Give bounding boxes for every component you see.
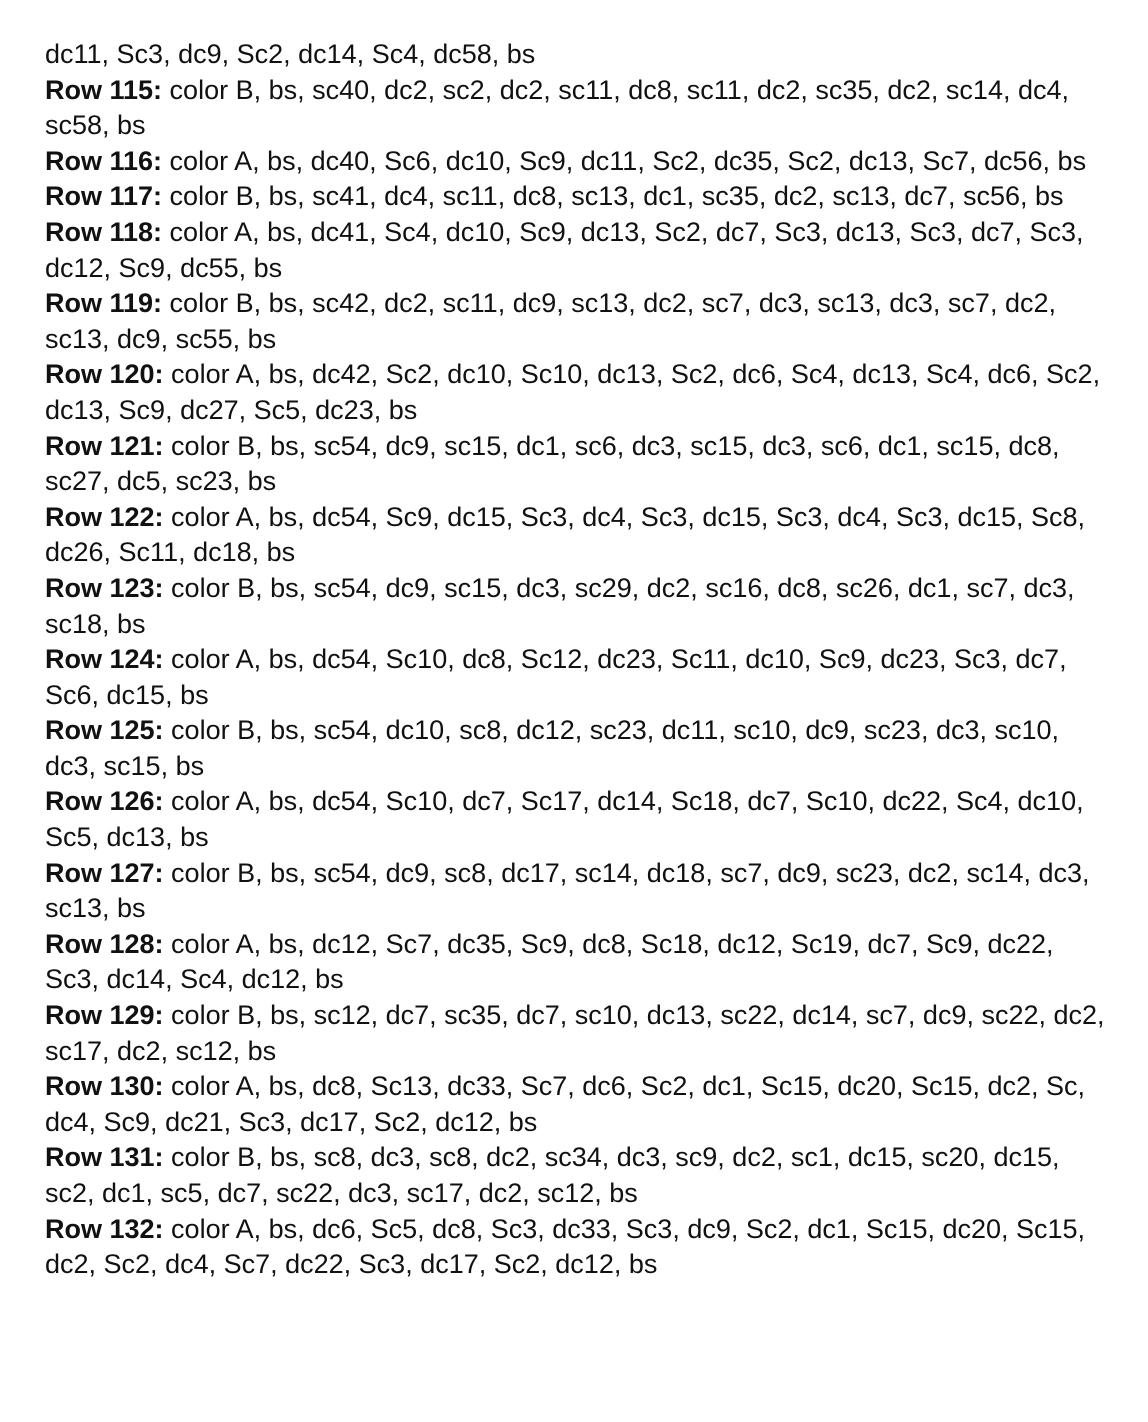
row-instructions: color A, bs, dc8, Sc13, dc33, Sc7, dc6, Sc2, dc1, Sc15, dc20, Sc15, dc2, Sc, dc4, Sc9, dc21, Sc3, dc17, Sc2, dc12, bs xyxy=(45,1071,1086,1137)
row-label: Row 121: xyxy=(45,430,164,461)
pattern-row-131 xyxy=(45,1140,1115,1211)
row-label: Row 119: xyxy=(45,288,163,319)
row-label: Row 116: xyxy=(45,145,163,176)
pattern-row-120 xyxy=(45,357,1115,428)
row-label: Row 118: xyxy=(45,216,163,247)
pattern-row-117 xyxy=(45,179,1115,215)
row-instructions: color A, bs, dc54, Sc9, dc15, Sc3, dc4, Sc3, dc15, Sc3, dc4, Sc3, dc15, Sc8, dc26, Sc11, dc18, bs xyxy=(45,501,1086,568)
row-label: Row 125: xyxy=(45,715,164,746)
row-label: Row 115: xyxy=(45,74,163,105)
row-instructions: color A, bs, dc41, Sc4, dc10, Sc9, dc13, Sc2, dc7, Sc3, dc13, Sc3, dc7, Sc3, dc12, Sc9, dc55, bs xyxy=(45,216,1084,283)
row-instructions: color A, bs, dc40, Sc6, dc10, Sc9, dc11, Sc2, dc35, Sc2, dc13, Sc7, dc56, bs xyxy=(162,145,1087,176)
continuation-line: dc11, Sc3, dc9, Sc2, dc14, Sc4, dc58, bs xyxy=(45,39,536,69)
row-label: Row 122: xyxy=(45,501,164,532)
row-instructions: color B, bs, sc41, dc4, sc11, dc8, sc13, dc1, sc35, dc2, sc13, dc7, sc56, bs xyxy=(162,181,1064,212)
row-label: Row 117: xyxy=(45,181,163,212)
pattern-row-121 xyxy=(45,429,1115,500)
row-label: Row 130: xyxy=(45,1071,164,1102)
row-label: Row 120: xyxy=(45,359,164,390)
pattern-row-122 xyxy=(45,500,1115,571)
row-instructions: color B, bs, sc54, dc9, sc8, dc17, sc14, dc18, sc7, dc9, sc23, dc2, sc14, dc3, sc13, bs xyxy=(45,857,1090,924)
row-instructions: color A, bs, dc6, Sc5, dc8, Sc3, dc33, Sc3, dc9, Sc2, dc1, Sc15, dc20, Sc15, dc2, Sc2, dc4, Sc7, dc22, Sc3, dc17, Sc2, dc12, bs xyxy=(45,1213,1086,1280)
row-instructions: color A, bs, dc54, Sc10, dc7, Sc17, dc14, Sc18, dc7, Sc10, dc22, Sc4, dc10, Sc5, dc13, bs xyxy=(45,786,1084,853)
row-label: Row 124: xyxy=(45,644,164,675)
row-instructions: color A, bs, dc12, Sc7, dc35, Sc9, dc8, Sc18, dc12, Sc19, dc7, Sc9, dc22, Sc3, dc14, Sc4, dc12, bs xyxy=(45,928,1054,995)
row-instructions: color B, bs, sc12, dc7, sc35, dc7, sc10, dc13, sc22, dc14, sc7, dc9, sc22, dc2, sc17, dc2, sc12, bs xyxy=(45,1000,1105,1066)
pattern-row-128 xyxy=(45,927,1115,998)
pattern-row-132 xyxy=(45,1212,1115,1283)
pattern-row-123 xyxy=(45,571,1115,642)
pattern-row-130 xyxy=(45,1069,1115,1140)
pattern-document xyxy=(45,37,1115,1283)
pattern-row-126 xyxy=(45,784,1115,855)
pattern-row-125 xyxy=(45,713,1115,784)
row-instructions: color A, bs, dc42, Sc2, dc10, Sc10, dc13, Sc2, dc6, Sc4, dc13, Sc4, dc6, Sc2, dc13, Sc9, dc27, Sc5, dc23, bs xyxy=(45,359,1101,425)
row-label: Row 131: xyxy=(45,1142,164,1173)
row-label: Row 128: xyxy=(45,928,164,959)
row-instructions: color B, bs, sc54, dc9, sc15, dc1, sc6, dc3, sc15, dc3, sc6, dc1, sc15, dc8, sc27, dc5, sc23, bs xyxy=(45,430,1060,497)
pattern-row-118 xyxy=(45,215,1115,286)
pattern-row-115 xyxy=(45,73,1115,144)
row-instructions: color A, bs, dc54, Sc10, dc8, Sc12, dc23, Sc11, dc10, Sc9, dc23, Sc3, dc7, Sc6, dc15, bs xyxy=(45,644,1067,710)
pattern-row-116 xyxy=(45,144,1115,180)
row-label: Row 129: xyxy=(45,1000,164,1031)
row-instructions: color B, bs, sc54, dc10, sc8, dc12, sc23, dc11, sc10, dc9, sc23, dc3, sc10, dc3, sc15, bs xyxy=(45,715,1060,781)
pattern-row-127 xyxy=(45,856,1115,927)
pattern-row-124 xyxy=(45,642,1115,713)
pattern-row-129 xyxy=(45,998,1115,1069)
row-instructions: color B, bs, sc8, dc3, sc8, dc2, sc34, dc3, sc9, dc2, sc1, dc15, sc20, dc15, sc2, dc1, sc5, dc7, sc22, dc3, sc17, dc2, sc12, bs xyxy=(45,1142,1060,1208)
row-instructions: color B, bs, sc54, dc9, sc15, dc3, sc29, dc2, sc16, dc8, sc26, dc1, sc7, dc3, sc18, bs xyxy=(45,572,1075,639)
row-label: Row 123: xyxy=(45,572,164,603)
row-label: Row 127: xyxy=(45,857,164,888)
row-instructions: color B, bs, sc42, dc2, sc11, dc9, sc13, dc2, sc7, dc3, sc13, dc3, sc7, dc2, sc13, dc9, sc55, bs xyxy=(45,288,1056,354)
row-label: Row 132: xyxy=(45,1213,164,1244)
row-instructions: color B, bs, sc40, dc2, sc2, dc2, sc11, dc8, sc11, dc2, sc35, dc2, sc14, dc4, sc58, bs xyxy=(45,74,1069,141)
row-label: Row 126: xyxy=(45,786,164,817)
pattern-row-119 xyxy=(45,286,1115,357)
